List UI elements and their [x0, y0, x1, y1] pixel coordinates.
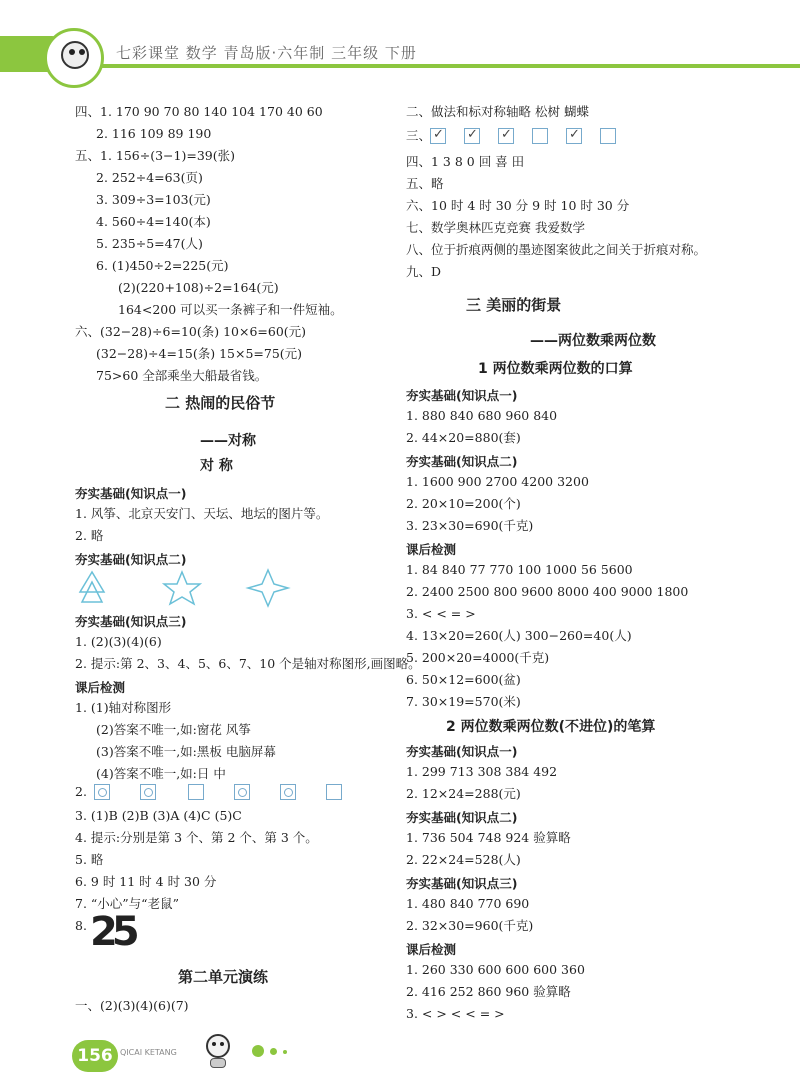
answer-line: 1. 880 840 680 960 840 — [406, 408, 558, 423]
answer-line: 2. 2400 2500 800 9600 8000 400 9000 1800 — [406, 584, 689, 599]
mirror-figure: 25 — [90, 909, 134, 955]
answer-line: 6. 50×12=600(盆) — [406, 672, 521, 687]
answer-line: 二、做法和标对称轴略 松树 蝴蝶 — [406, 104, 589, 119]
page-header — [0, 0, 800, 90]
answer-box — [326, 784, 342, 800]
decor-dot-icon — [283, 1050, 287, 1054]
answer-line: 4. 13×20=260(人) 300−260=40(人) — [406, 628, 632, 643]
question-number: 三、 — [406, 128, 432, 143]
mascot-icon — [200, 1030, 236, 1070]
answer-line: 7. 30×19=570(米) — [406, 694, 521, 709]
answer-box — [280, 784, 296, 800]
answer-box — [234, 784, 250, 800]
answer-line: 2. 416 252 860 960 验算略 — [406, 984, 571, 999]
answer-line: 四、1 3 8 0 回 喜 田 — [406, 154, 525, 169]
answer-line: 1. (1)轴对称图形 — [75, 700, 172, 715]
answer-line: 六、10 时 4 时 30 分 9 时 10 时 30 分 — [406, 198, 630, 213]
answer-line: 五、略 — [406, 176, 444, 191]
answer-line: (3)答案不唯一,如:黑板 电脑屏幕 — [96, 744, 276, 759]
diamond-star-icon — [248, 570, 288, 606]
answer-line: 一、(2)(3)(4)(6)(7) — [75, 998, 189, 1013]
symmetric-shapes-figure — [78, 568, 308, 608]
answer-line: 四、1. 170 90 70 80 140 104 170 40 60 — [75, 104, 323, 119]
answer-line: 3. (1)B (2)B (3)A (4)C (5)C — [75, 808, 242, 823]
unit-subtitle: ——两位数乘两位数 — [530, 333, 656, 349]
answer-line: 3. < < = > — [406, 606, 476, 621]
answer-line: 2. 12×24=288(元) — [406, 786, 521, 801]
answer-line: 1. (2)(3)(4)(6) — [75, 634, 162, 649]
answer-line: (2)答案不唯一,如:窗花 风筝 — [96, 722, 251, 737]
question-number: 2. — [75, 784, 87, 799]
answer-line: 1. 风筝、北京天安门、天坛、地坛的图片等。 — [75, 506, 329, 521]
decor-dot-icon — [270, 1048, 277, 1055]
answer-box — [532, 128, 548, 144]
answer-line: 2. 252÷4=63(页) — [96, 170, 203, 185]
answer-box — [430, 128, 446, 144]
mascot-logo — [44, 28, 104, 88]
answer-line: 75>60 全部乘坐大船最省钱。 — [96, 368, 268, 383]
answer-box — [464, 128, 480, 144]
answer-line: 164<200 可以买一条裤子和一件短袖。 — [118, 302, 343, 317]
answer-line: (32−28)÷4=15(条) 15×5=75(元) — [96, 346, 303, 361]
answer-line: (2)(220+108)÷2=164(元) — [118, 280, 279, 295]
header-rule — [60, 64, 800, 68]
answer-line: 六、(32−28)÷6=10(条) 10×6=60(元) — [75, 324, 307, 339]
answer-line: 1. 299 713 308 384 492 — [406, 764, 558, 779]
section-label: 课后检测 — [406, 942, 457, 957]
lesson-title: 1 两位数乘两位数的口算 — [478, 361, 633, 377]
unit-title: 二 热闹的民俗节 — [165, 394, 276, 412]
section-label: 夯实基础(知识点二) — [75, 552, 187, 567]
answer-line: 1. 1600 900 2700 4200 3200 — [406, 474, 589, 489]
answer-line: 3. 309÷3=103(元) — [96, 192, 211, 207]
answer-line: 2. 44×20=880(套) — [406, 430, 521, 445]
question-number: 8. — [75, 918, 87, 933]
section-label: 夯实基础(知识点一) — [406, 388, 518, 403]
answer-line: 1. 736 504 748 924 验算略 — [406, 830, 571, 845]
answer-line: 2. 32×30=960(千克) — [406, 918, 534, 933]
answer-line: 五、1. 156÷(3−1)=39(张) — [75, 148, 235, 163]
answer-line: 5. 200×20=4000(千克) — [406, 650, 550, 665]
answer-line: 7. “小心”与“老鼠” — [75, 896, 179, 911]
section-label: 夯实基础(知识点二) — [406, 810, 518, 825]
answer-line: 2. 略 — [75, 528, 104, 543]
answer-line: 4. 560÷4=140(本) — [96, 214, 211, 229]
footer-brand: QICAI KETANG — [120, 1048, 177, 1057]
review-title: 第二单元演练 — [178, 968, 269, 986]
answer-line: 九、D — [406, 264, 442, 279]
answer-line: 3. 23×30=690(千克) — [406, 518, 534, 533]
answer-line: 2. 20×10=200(个) — [406, 496, 521, 511]
answer-box — [94, 784, 110, 800]
answer-box — [188, 784, 204, 800]
section-label: 课后检测 — [406, 542, 457, 557]
answer-line: 1. 480 840 770 690 — [406, 896, 530, 911]
answer-line: 1. 260 330 600 600 600 360 — [406, 962, 585, 977]
answer-line: 5. 略 — [75, 852, 104, 867]
unit-subtitle: ——对称 — [200, 433, 256, 449]
answer-line: 八、位于折痕两侧的墨迹图案彼此之间关于折痕对称。 — [406, 242, 707, 257]
answer-line: 6. (1)450÷2=225(元) — [96, 258, 229, 273]
section-label: 课后检测 — [75, 680, 126, 695]
answer-line: 2. 提示:第 2、3、4、5、6、7、10 个是轴对称图形,画图略。 — [75, 656, 421, 671]
page-number: 156 — [72, 1040, 118, 1072]
answer-line: 3. < > < < = > — [406, 1006, 505, 1021]
section-label: 夯实基础(知识点三) — [406, 876, 518, 891]
section-label: 夯实基础(知识点二) — [406, 454, 518, 469]
section-label: 夯实基础(知识点三) — [75, 614, 187, 629]
lesson-title: 对 称 — [200, 458, 233, 474]
answer-line: 2. 22×24=528(人) — [406, 852, 521, 867]
answer-line: (4)答案不唯一,如:日 中 — [96, 766, 226, 781]
unit-title: 三 美丽的街景 — [466, 296, 562, 314]
answer-box — [498, 128, 514, 144]
answer-line: 七、数学奥林匹克竞赛 我爱数学 — [406, 220, 585, 235]
answer-line: 5. 235÷5=47(人) — [96, 236, 203, 251]
decor-dot-icon — [252, 1045, 264, 1057]
answer-line: 2. 116 109 89 190 — [96, 126, 212, 141]
lesson-title: 2 两位数乘两位数(不进位)的笔算 — [446, 719, 656, 735]
answer-line: 4. 提示:分别是第 3 个、第 2 个、第 3 个。 — [75, 830, 318, 845]
header-title: 七彩课堂 数学 青岛版·六年制 三年级 下册 — [116, 44, 417, 62]
star-shape-icon — [164, 572, 200, 604]
section-label: 夯实基础(知识点一) — [406, 744, 518, 759]
answer-line: 6. 9 时 11 时 4 时 30 分 — [75, 874, 217, 889]
answer-box — [566, 128, 582, 144]
answer-box — [140, 784, 156, 800]
section-label: 夯实基础(知识点一) — [75, 486, 187, 501]
answer-line: 1. 84 840 77 770 100 1000 56 5600 — [406, 562, 633, 577]
answer-box — [600, 128, 616, 144]
